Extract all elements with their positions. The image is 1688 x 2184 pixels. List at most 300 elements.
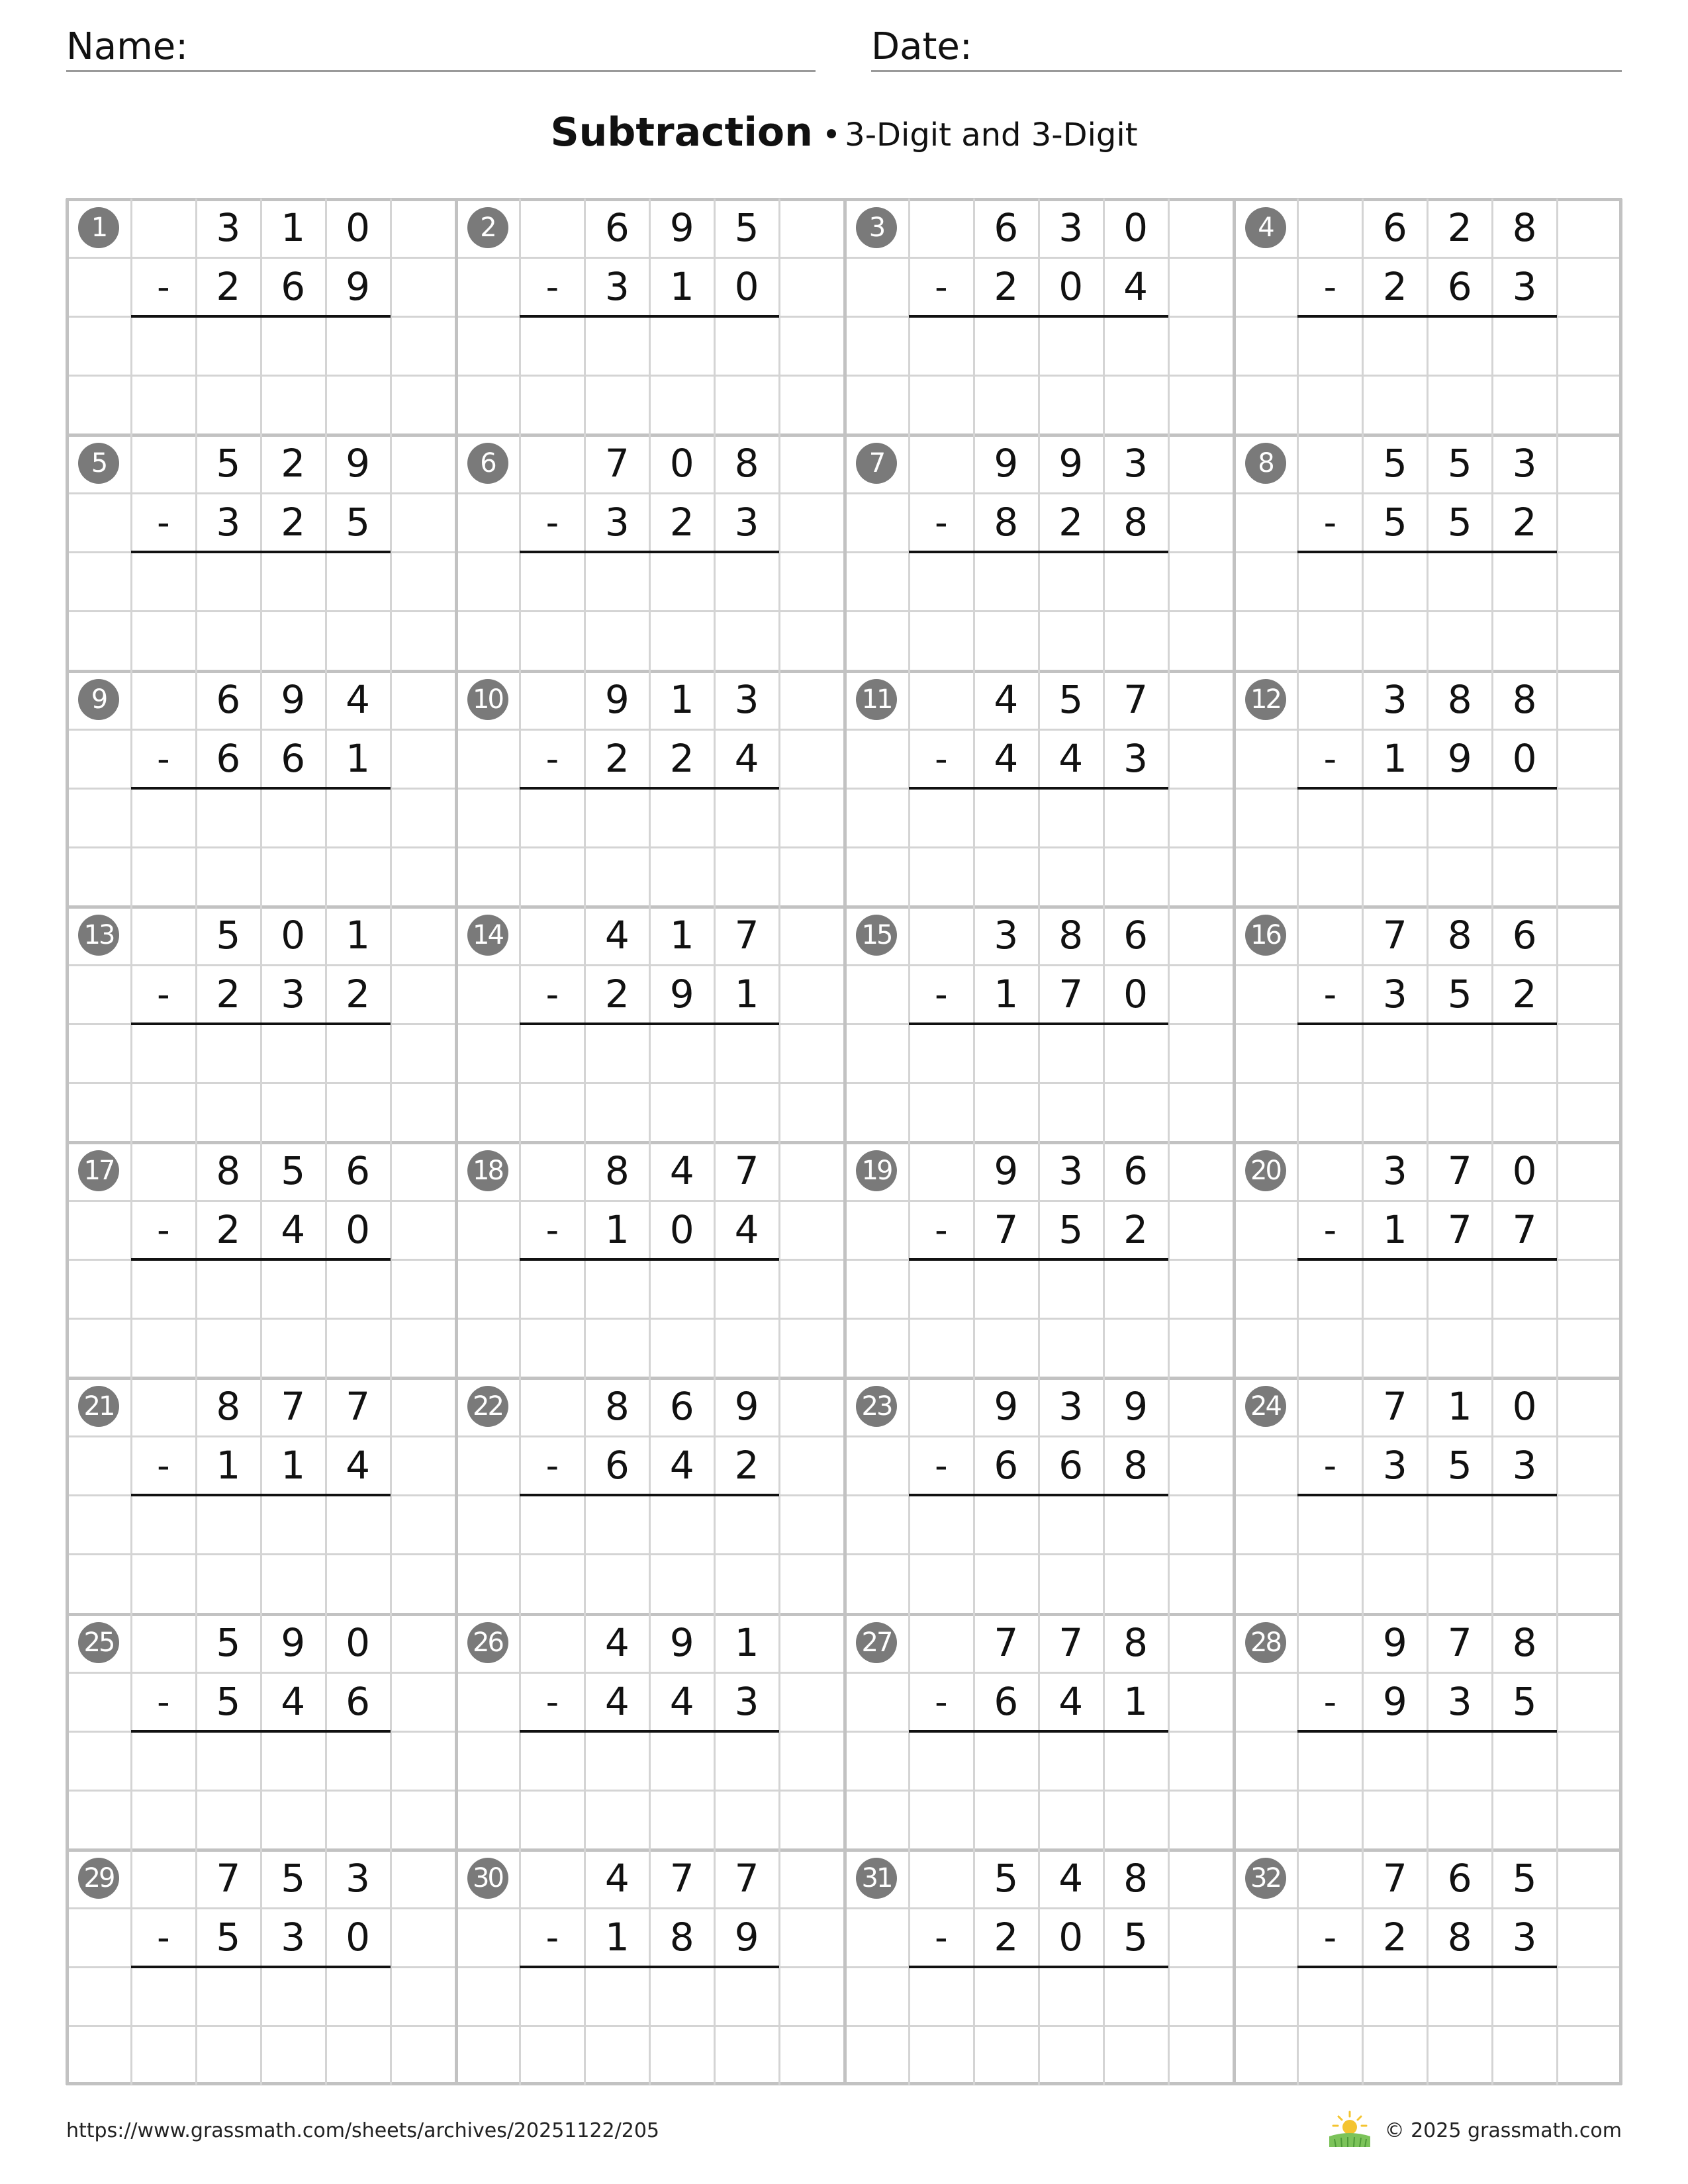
subtrahend-digit: 2 bbox=[604, 971, 630, 1017]
subtrahend-digit: 5 bbox=[216, 1678, 241, 1724]
minus-sign: - bbox=[545, 502, 559, 544]
answer-rule bbox=[131, 1023, 391, 1025]
minus-sign: - bbox=[157, 737, 170, 780]
minuend-digit: 7 bbox=[994, 1619, 1019, 1665]
subtrahend-digit: 9 bbox=[1382, 1678, 1407, 1724]
subtrahend-digit: 3 bbox=[281, 1914, 306, 1960]
problem-3 bbox=[844, 199, 1233, 434]
problem-22 bbox=[455, 1377, 845, 1613]
minuend-digit: 3 bbox=[1058, 205, 1084, 250]
subtrahend-digit: 5 bbox=[1447, 500, 1472, 545]
answer-rule bbox=[131, 1966, 391, 1968]
minuend-digit: 9 bbox=[669, 205, 694, 250]
subtrahend-digit: 6 bbox=[994, 1678, 1019, 1724]
minuend-digit: 1 bbox=[281, 205, 306, 250]
subtrahend-digit: 3 bbox=[734, 500, 759, 545]
subtrahend-digit: 0 bbox=[346, 1914, 371, 1960]
minus-sign: - bbox=[1323, 266, 1337, 308]
answer-rule bbox=[1297, 1258, 1557, 1261]
minuend-digit: 6 bbox=[669, 1384, 694, 1430]
subtrahend-digit: 5 bbox=[1382, 500, 1407, 545]
minuend-digit: 1 bbox=[346, 912, 371, 958]
minuend-digit: 3 bbox=[994, 912, 1019, 958]
minus-sign: - bbox=[1323, 737, 1337, 780]
minus-sign: - bbox=[157, 973, 170, 1015]
minuend-digit: 5 bbox=[734, 205, 759, 250]
minuend-digit: 6 bbox=[1123, 912, 1149, 958]
subtrahend-digit: 2 bbox=[1512, 500, 1537, 545]
minus-sign: - bbox=[157, 266, 170, 308]
footer-url[interactable]: https://www.grassmath.com/sheets/archives/20251122/205 bbox=[66, 2119, 660, 2142]
subtrahend-digit: 1 bbox=[1382, 1207, 1407, 1253]
subtrahend-digit: 3 bbox=[604, 264, 630, 310]
minuend-digit: 4 bbox=[604, 1619, 630, 1665]
minuend-digit: 6 bbox=[216, 676, 241, 722]
minuend-digit: 3 bbox=[734, 676, 759, 722]
problem-number-badge: 26 bbox=[467, 1622, 508, 1663]
problem-number-badge: 17 bbox=[78, 1150, 119, 1191]
answer-rule bbox=[1297, 1730, 1557, 1733]
minuend-digit: 3 bbox=[1058, 1384, 1084, 1430]
subtrahend-digit: 4 bbox=[734, 735, 759, 781]
minuend-digit: 8 bbox=[216, 1148, 241, 1193]
minuend-digit: 9 bbox=[281, 1619, 306, 1665]
minuend-digit: 8 bbox=[1512, 1619, 1537, 1665]
subtrahend-digit: 4 bbox=[1058, 1678, 1084, 1724]
minus-sign: - bbox=[935, 1209, 948, 1251]
problem-number-badge: 8 bbox=[1245, 443, 1286, 484]
subtrahend-digit: 5 bbox=[216, 1914, 241, 1960]
minuend-digit: 6 bbox=[1382, 205, 1407, 250]
subtrahend-digit: 2 bbox=[1382, 264, 1407, 310]
subtrahend-digit: 7 bbox=[1058, 971, 1084, 1017]
subtrahend-digit: 6 bbox=[1058, 1443, 1084, 1488]
minuend-digit: 7 bbox=[734, 1855, 759, 1901]
problem-4 bbox=[1233, 199, 1622, 434]
minuend-digit: 7 bbox=[1382, 1384, 1407, 1430]
subtrahend-digit: 2 bbox=[669, 500, 694, 545]
subtrahend-digit: 1 bbox=[604, 1914, 630, 1960]
problem-27 bbox=[844, 1614, 1233, 1849]
subtrahend-digit: 3 bbox=[1447, 1678, 1472, 1724]
answer-rule bbox=[131, 315, 391, 318]
subtrahend-digit: 2 bbox=[1382, 1914, 1407, 1960]
minuend-digit: 6 bbox=[1447, 1855, 1472, 1901]
minuend-digit: 0 bbox=[1512, 1148, 1537, 1193]
problem-13 bbox=[66, 906, 455, 1142]
minuend-digit: 2 bbox=[1447, 205, 1472, 250]
answer-rule bbox=[520, 1023, 779, 1025]
minuend-digit: 8 bbox=[1512, 676, 1537, 722]
subtrahend-digit: 5 bbox=[1512, 1678, 1537, 1724]
subtrahend-digit: 3 bbox=[281, 971, 306, 1017]
minuend-digit: 7 bbox=[1382, 912, 1407, 958]
subtrahend-digit: 2 bbox=[1058, 500, 1084, 545]
minuend-digit: 6 bbox=[1512, 912, 1537, 958]
subtrahend-digit: 4 bbox=[1123, 264, 1149, 310]
subtrahend-digit: 5 bbox=[1447, 971, 1472, 1017]
problem-number-badge: 3 bbox=[856, 207, 897, 248]
problem-number-badge: 23 bbox=[856, 1386, 897, 1427]
minuend-digit: 7 bbox=[669, 1855, 694, 1901]
minuend-digit: 6 bbox=[1123, 1148, 1149, 1193]
minuend-digit: 9 bbox=[281, 676, 306, 722]
subtrahend-digit: 7 bbox=[994, 1207, 1019, 1253]
minuend-digit: 3 bbox=[1382, 676, 1407, 722]
problem-19 bbox=[844, 1142, 1233, 1377]
subtrahend-digit: 3 bbox=[1382, 971, 1407, 1017]
problem-5 bbox=[66, 434, 455, 670]
minus-sign: - bbox=[935, 1680, 948, 1723]
minus-sign: - bbox=[545, 266, 559, 308]
subtrahend-digit: 1 bbox=[346, 735, 371, 781]
minus-sign: - bbox=[1323, 1445, 1337, 1487]
minuend-digit: 1 bbox=[669, 912, 694, 958]
minuend-digit: 5 bbox=[281, 1148, 306, 1193]
subtrahend-digit: 6 bbox=[216, 735, 241, 781]
date-field[interactable] bbox=[871, 24, 1622, 72]
answer-rule bbox=[909, 1023, 1168, 1025]
subtrahend-digit: 0 bbox=[1123, 971, 1149, 1017]
minuend-digit: 8 bbox=[604, 1148, 630, 1193]
subtrahend-digit: 2 bbox=[604, 735, 630, 781]
problem-number-badge: 15 bbox=[856, 915, 897, 956]
minuend-digit: 7 bbox=[734, 1148, 759, 1193]
minuend-digit: 9 bbox=[994, 441, 1019, 486]
answer-rule bbox=[131, 1258, 391, 1261]
minuend-digit: 4 bbox=[604, 912, 630, 958]
minus-sign: - bbox=[1323, 502, 1337, 544]
answer-rule bbox=[909, 1258, 1168, 1261]
minuend-digit: 3 bbox=[1123, 441, 1149, 486]
answer-rule bbox=[1297, 1966, 1557, 1968]
answer-rule bbox=[520, 1258, 779, 1261]
subtrahend-digit: 0 bbox=[1058, 1914, 1084, 1960]
minuend-digit: 8 bbox=[1447, 676, 1472, 722]
subtrahend-digit: 9 bbox=[669, 971, 694, 1017]
problem-number-badge: 32 bbox=[1245, 1858, 1286, 1899]
minuend-digit: 8 bbox=[1123, 1855, 1149, 1901]
subtrahend-digit: 4 bbox=[604, 1678, 630, 1724]
minuend-digit: 7 bbox=[1058, 1619, 1084, 1665]
problem-number-badge: 14 bbox=[467, 915, 508, 956]
subtrahend-digit: 4 bbox=[734, 1207, 759, 1253]
minuend-digit: 9 bbox=[734, 1384, 759, 1430]
minuend-digit: 9 bbox=[1058, 441, 1084, 486]
minus-sign: - bbox=[157, 1680, 170, 1723]
minuend-digit: 7 bbox=[1382, 1855, 1407, 1901]
minuend-digit: 2 bbox=[281, 441, 306, 486]
answer-rule bbox=[909, 315, 1168, 318]
minus-sign: - bbox=[935, 1445, 948, 1487]
subtrahend-digit: 3 bbox=[1512, 264, 1537, 310]
grass-sun-icon bbox=[1328, 2110, 1372, 2147]
answer-rule bbox=[909, 551, 1168, 553]
subtrahend-digit: 2 bbox=[216, 1207, 241, 1253]
problem-9 bbox=[66, 670, 455, 906]
problem-24 bbox=[1233, 1377, 1622, 1613]
subtrahend-digit: 2 bbox=[734, 1443, 759, 1488]
subtrahend-digit: 2 bbox=[346, 971, 371, 1017]
minuend-digit: 5 bbox=[1382, 441, 1407, 486]
subtrahend-digit: 5 bbox=[1447, 1443, 1472, 1488]
subtrahend-digit: 5 bbox=[1058, 1207, 1084, 1253]
subtrahend-digit: 0 bbox=[734, 264, 759, 310]
problem-1 bbox=[66, 199, 455, 434]
minuend-digit: 9 bbox=[1382, 1619, 1407, 1665]
minus-sign: - bbox=[545, 1445, 559, 1487]
subtrahend-digit: 4 bbox=[346, 1443, 371, 1488]
name-label: Name: bbox=[66, 25, 189, 68]
minus-sign: - bbox=[545, 1680, 559, 1723]
minuend-digit: 3 bbox=[216, 205, 241, 250]
minuend-digit: 9 bbox=[994, 1384, 1019, 1430]
minuend-digit: 7 bbox=[604, 441, 630, 486]
problem-17 bbox=[66, 1142, 455, 1377]
problem-16 bbox=[1233, 906, 1622, 1142]
minus-sign: - bbox=[935, 737, 948, 780]
minuend-digit: 5 bbox=[994, 1855, 1019, 1901]
subtrahend-digit: 0 bbox=[669, 1207, 694, 1253]
problem-number-badge: 1 bbox=[78, 207, 119, 248]
problem-31 bbox=[844, 1849, 1233, 2085]
minus-sign: - bbox=[935, 1916, 948, 1958]
answer-rule bbox=[520, 1966, 779, 1968]
problem-2 bbox=[455, 199, 845, 434]
subtrahend-digit: 3 bbox=[216, 500, 241, 545]
subtrahend-digit: 9 bbox=[1447, 735, 1472, 781]
minuend-digit: 5 bbox=[216, 441, 241, 486]
subtrahend-digit: 0 bbox=[1058, 264, 1084, 310]
subtrahend-digit: 2 bbox=[994, 1914, 1019, 1960]
problem-26 bbox=[455, 1614, 845, 1849]
subtrahend-digit: 4 bbox=[281, 1678, 306, 1724]
minuend-digit: 1 bbox=[734, 1619, 759, 1665]
problem-number-badge: 27 bbox=[856, 1622, 897, 1663]
subtrahend-digit: 1 bbox=[604, 1207, 630, 1253]
minuend-digit: 9 bbox=[669, 1619, 694, 1665]
minuend-digit: 6 bbox=[994, 205, 1019, 250]
minus-sign: - bbox=[545, 1916, 559, 1958]
minuend-digit: 5 bbox=[1447, 441, 1472, 486]
minuend-digit: 9 bbox=[994, 1148, 1019, 1193]
problem-18 bbox=[455, 1142, 845, 1377]
problem-25 bbox=[66, 1614, 455, 1849]
minuend-digit: 7 bbox=[1447, 1619, 1472, 1665]
minuend-digit: 9 bbox=[346, 441, 371, 486]
minuend-digit: 0 bbox=[281, 912, 306, 958]
subtrahend-digit: 3 bbox=[1382, 1443, 1407, 1488]
minuend-digit: 0 bbox=[1123, 205, 1149, 250]
minuend-digit: 4 bbox=[346, 676, 371, 722]
subtrahend-digit: 4 bbox=[669, 1678, 694, 1724]
problem-number-badge: 2 bbox=[467, 207, 508, 248]
problem-number-badge: 4 bbox=[1245, 207, 1286, 248]
minuend-digit: 6 bbox=[346, 1148, 371, 1193]
problem-number-badge: 31 bbox=[856, 1858, 897, 1899]
date-label: Date: bbox=[871, 25, 972, 68]
minuend-digit: 7 bbox=[281, 1384, 306, 1430]
problem-number-badge: 29 bbox=[78, 1858, 119, 1899]
minuend-digit: 3 bbox=[1382, 1148, 1407, 1193]
problem-number-badge: 28 bbox=[1245, 1622, 1286, 1663]
answer-rule bbox=[909, 1494, 1168, 1496]
problem-20 bbox=[1233, 1142, 1622, 1377]
minuend-digit: 9 bbox=[1123, 1384, 1149, 1430]
problem-10 bbox=[455, 670, 845, 906]
subtrahend-digit: 1 bbox=[734, 971, 759, 1017]
problem-32 bbox=[1233, 1849, 1622, 2085]
problem-number-badge: 25 bbox=[78, 1622, 119, 1663]
minuend-digit: 8 bbox=[216, 1384, 241, 1430]
minuend-digit: 8 bbox=[1058, 912, 1084, 958]
subtrahend-digit: 1 bbox=[669, 264, 694, 310]
minus-sign: - bbox=[157, 1209, 170, 1251]
answer-rule bbox=[1297, 1023, 1557, 1025]
subtrahend-digit: 2 bbox=[216, 971, 241, 1017]
minuend-digit: 1 bbox=[1447, 1384, 1472, 1430]
problem-number-badge: 6 bbox=[467, 443, 508, 484]
minuend-digit: 8 bbox=[734, 441, 759, 486]
problem-number-badge: 18 bbox=[467, 1150, 508, 1191]
answer-rule bbox=[520, 787, 779, 790]
minus-sign: - bbox=[935, 266, 948, 308]
answer-rule bbox=[520, 1494, 779, 1496]
subtrahend-digit: 2 bbox=[1123, 1207, 1149, 1253]
minuend-digit: 4 bbox=[1058, 1855, 1084, 1901]
subtrahend-digit: 7 bbox=[1512, 1207, 1537, 1253]
answer-rule bbox=[909, 1730, 1168, 1733]
problem-grid bbox=[66, 199, 1622, 2085]
problem-number-badge: 30 bbox=[467, 1858, 508, 1899]
problem-23 bbox=[844, 1377, 1233, 1613]
minuend-digit: 7 bbox=[734, 912, 759, 958]
subtrahend-digit: 5 bbox=[346, 500, 371, 545]
subtrahend-digit: 2 bbox=[669, 735, 694, 781]
minuend-digit: 6 bbox=[604, 205, 630, 250]
subtrahend-digit: 6 bbox=[604, 1443, 630, 1488]
worksheet-title bbox=[0, 106, 1688, 161]
subtrahend-digit: 4 bbox=[994, 735, 1019, 781]
minus-sign: - bbox=[157, 1916, 170, 1958]
answer-rule bbox=[520, 315, 779, 318]
subtrahend-digit: 3 bbox=[734, 1678, 759, 1724]
problem-21 bbox=[66, 1377, 455, 1613]
problem-number-badge: 16 bbox=[1245, 915, 1286, 956]
problem-14 bbox=[455, 906, 845, 1142]
subtrahend-digit: 1 bbox=[216, 1443, 241, 1488]
minuend-digit: 0 bbox=[346, 205, 371, 250]
title-separator: • bbox=[821, 116, 841, 154]
minuend-digit: 3 bbox=[1512, 441, 1537, 486]
subtrahend-digit: 6 bbox=[281, 264, 306, 310]
problem-number-badge: 10 bbox=[467, 679, 508, 720]
name-field[interactable] bbox=[66, 24, 816, 72]
problem-number-badge: 20 bbox=[1245, 1150, 1286, 1191]
answer-rule bbox=[131, 551, 391, 553]
minus-sign: - bbox=[157, 502, 170, 544]
subtrahend-digit: 1 bbox=[994, 971, 1019, 1017]
minuend-digit: 8 bbox=[1123, 1619, 1149, 1665]
minuend-digit: 5 bbox=[281, 1855, 306, 1901]
subtrahend-digit: 6 bbox=[1447, 264, 1472, 310]
answer-rule bbox=[131, 1730, 391, 1733]
footer-copyright: © 2025 grassmath.com bbox=[1384, 2119, 1622, 2142]
subtrahend-digit: 7 bbox=[1447, 1207, 1472, 1253]
problem-29 bbox=[66, 1849, 455, 2085]
subtrahend-digit: 8 bbox=[994, 500, 1019, 545]
minuend-digit: 5 bbox=[1512, 1855, 1537, 1901]
problem-12 bbox=[1233, 670, 1622, 906]
title-subtitle: 3-Digit and 3-Digit bbox=[845, 116, 1138, 154]
answer-rule bbox=[520, 551, 779, 553]
subtrahend-digit: 3 bbox=[604, 500, 630, 545]
subtrahend-digit: 8 bbox=[669, 1914, 694, 1960]
subtrahend-digit: 6 bbox=[281, 735, 306, 781]
subtrahend-digit: 1 bbox=[1123, 1678, 1149, 1724]
problem-6 bbox=[455, 434, 845, 670]
problem-11 bbox=[844, 670, 1233, 906]
problem-15 bbox=[844, 906, 1233, 1142]
subtrahend-digit: 5 bbox=[1123, 1914, 1149, 1960]
problem-number-badge: 5 bbox=[78, 443, 119, 484]
subtrahend-digit: 8 bbox=[1123, 500, 1149, 545]
minus-sign: - bbox=[545, 737, 559, 780]
subtrahend-digit: 2 bbox=[281, 500, 306, 545]
minuend-digit: 4 bbox=[669, 1148, 694, 1193]
answer-rule bbox=[131, 1494, 391, 1496]
minuend-digit: 7 bbox=[346, 1384, 371, 1430]
subtrahend-digit: 1 bbox=[281, 1443, 306, 1488]
minuend-digit: 1 bbox=[669, 676, 694, 722]
subtrahend-digit: 4 bbox=[281, 1207, 306, 1253]
subtrahend-digit: 6 bbox=[346, 1678, 371, 1724]
minus-sign: - bbox=[1323, 1916, 1337, 1958]
subtrahend-digit: 9 bbox=[346, 264, 371, 310]
problem-number-badge: 12 bbox=[1245, 679, 1286, 720]
problem-7 bbox=[844, 434, 1233, 670]
minuend-digit: 8 bbox=[1512, 205, 1537, 250]
subtrahend-digit: 8 bbox=[1447, 1914, 1472, 1960]
minuend-digit: 8 bbox=[1447, 912, 1472, 958]
answer-rule bbox=[1297, 315, 1557, 318]
subtrahend-digit: 2 bbox=[216, 264, 241, 310]
minus-sign: - bbox=[545, 1209, 559, 1251]
problem-number-badge: 21 bbox=[78, 1386, 119, 1427]
minuend-digit: 3 bbox=[1058, 1148, 1084, 1193]
minuend-digit: 3 bbox=[346, 1855, 371, 1901]
problem-number-badge: 22 bbox=[467, 1386, 508, 1427]
minuend-digit: 8 bbox=[604, 1384, 630, 1430]
minuend-digit: 7 bbox=[216, 1855, 241, 1901]
minuend-digit: 4 bbox=[994, 676, 1019, 722]
problem-number-badge: 7 bbox=[856, 443, 897, 484]
title-main: Subtraction bbox=[550, 109, 813, 156]
subtrahend-digit: 2 bbox=[1512, 971, 1537, 1017]
problem-8 bbox=[1233, 434, 1622, 670]
subtrahend-digit: 0 bbox=[1512, 735, 1537, 781]
minus-sign: - bbox=[157, 1445, 170, 1487]
problem-number-badge: 24 bbox=[1245, 1386, 1286, 1427]
answer-rule bbox=[909, 1966, 1168, 1968]
answer-rule bbox=[909, 787, 1168, 790]
answer-rule bbox=[1297, 551, 1557, 553]
problem-28 bbox=[1233, 1614, 1622, 1849]
minuend-digit: 5 bbox=[216, 1619, 241, 1665]
minus-sign: - bbox=[1323, 1680, 1337, 1723]
subtrahend-digit: 9 bbox=[734, 1914, 759, 1960]
problem-number-badge: 9 bbox=[78, 679, 119, 720]
